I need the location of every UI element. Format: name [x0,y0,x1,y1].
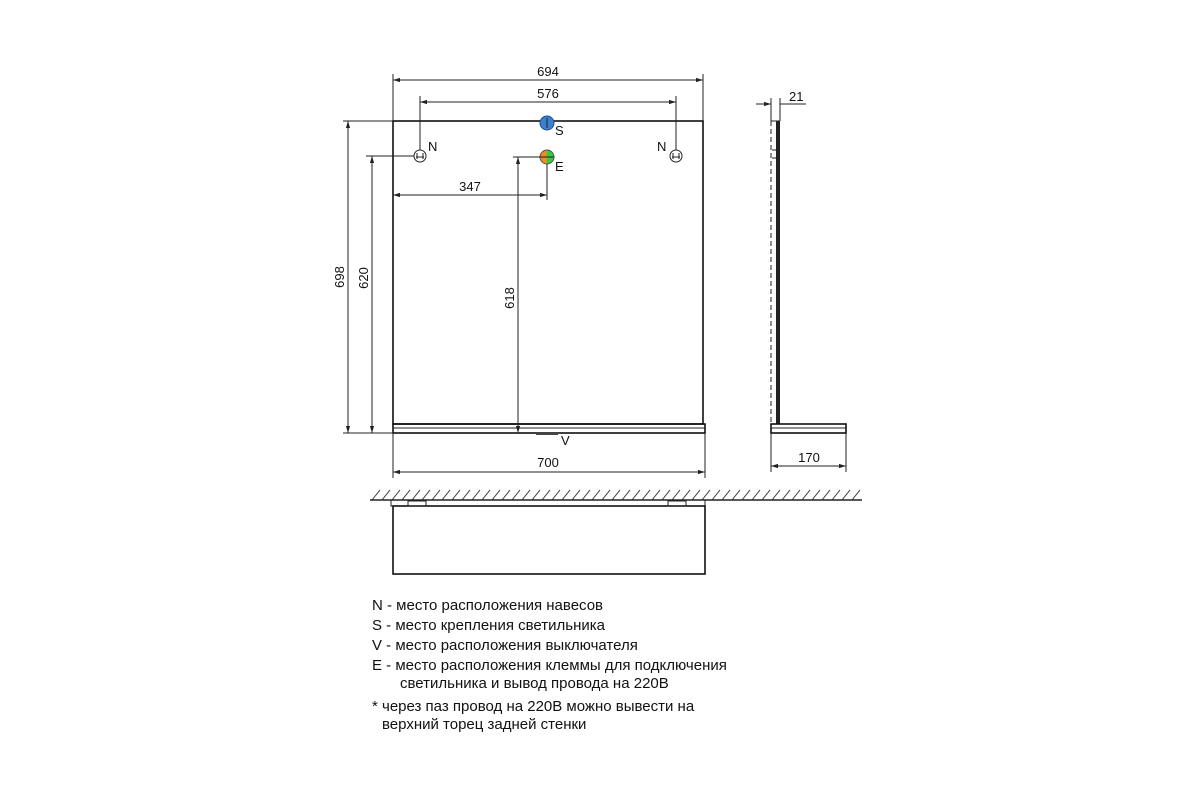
hatch-line [492,490,500,500]
legend-note-line1: * через паз провод на 220В можно вывести на [372,698,695,715]
front-dimensions [332,64,705,478]
dim-347: 347 [459,179,481,194]
hatch-line [372,490,380,500]
legend-e-line1: E - место расположения клеммы для подключения [372,657,727,674]
hatch-line [412,490,420,500]
legend-n: N - место расположения навесов [372,597,604,614]
hatch-line [432,490,440,500]
hatch-line [502,490,510,500]
hatch-line [762,490,770,500]
legend-v: V - место расположения выключателя [372,637,638,654]
hatch-line [612,490,620,500]
hook-right [670,150,682,162]
hatch-line [842,490,850,500]
hatch-line [712,490,720,500]
hatch-line [622,490,630,500]
hatch-line [652,490,660,500]
hatch-line [662,490,670,500]
hatch-line [552,490,560,500]
hatch-line [732,490,740,500]
hatch-line [742,490,750,500]
hatch-line [462,490,470,500]
hatch-line [692,490,700,500]
hook-left-label: N [428,139,438,154]
top-view-shelf [393,506,705,574]
dim-700: 700 [537,455,559,470]
hatch-line [772,490,780,500]
hook-right-label: N [657,139,667,154]
hatch-line [472,490,480,500]
hatch-line [812,490,820,500]
front-view [393,116,705,448]
legend-note-line2: верхний торец задней стенки [382,716,587,733]
hatch-line [382,490,390,500]
legend-s: S - место крепления светильника [372,617,605,634]
hook-left [414,150,426,162]
hatch-line [642,490,650,500]
switch-notch [536,432,558,435]
hatch-line [562,490,570,500]
hatch-line [442,490,450,500]
legend-e-line2: светильника и вывод провода на 220В [400,675,669,692]
top-view [370,490,862,574]
hatch-line [852,490,860,500]
terminal-label: E [555,159,564,174]
hatch-line [792,490,800,500]
dim-170: 170 [798,450,820,465]
hatch-line [532,490,540,500]
dim-21: 21 [789,89,804,104]
hatch-line [482,490,490,500]
panel-outline [393,121,703,424]
top-view-panel [391,500,705,506]
dim-698: 698 [332,266,347,288]
hatch-line [682,490,690,500]
legend [372,596,727,735]
hatch-line [632,490,640,500]
dim-576: 576 [537,86,559,101]
hatch-line [452,490,460,500]
hatch-line [832,490,840,500]
hatch-line [402,490,410,500]
hatch-line [422,490,430,500]
dim-694: 694 [537,64,559,79]
hatch-line [722,490,730,500]
switch-label: V [561,433,570,448]
side-panel [776,121,780,424]
hatch-line [582,490,590,500]
terminal-marker [540,150,554,164]
hatch-line [592,490,600,500]
hatch-line [542,490,550,500]
wall-hatching [372,490,860,500]
hatch-line [602,490,610,500]
dim-618: 618 [502,287,517,309]
hatch-line [802,490,810,500]
hatch-line [572,490,580,500]
hatch-line [672,490,680,500]
hatch-line [392,490,400,500]
hatch-line [512,490,520,500]
dim-620: 620 [356,267,371,289]
hatch-line [522,490,530,500]
side-view [756,89,846,472]
hatch-line [822,490,830,500]
light-mount-label: S [555,123,564,138]
hatch-line [702,490,710,500]
hatch-line [782,490,790,500]
hatch-line [752,490,760,500]
